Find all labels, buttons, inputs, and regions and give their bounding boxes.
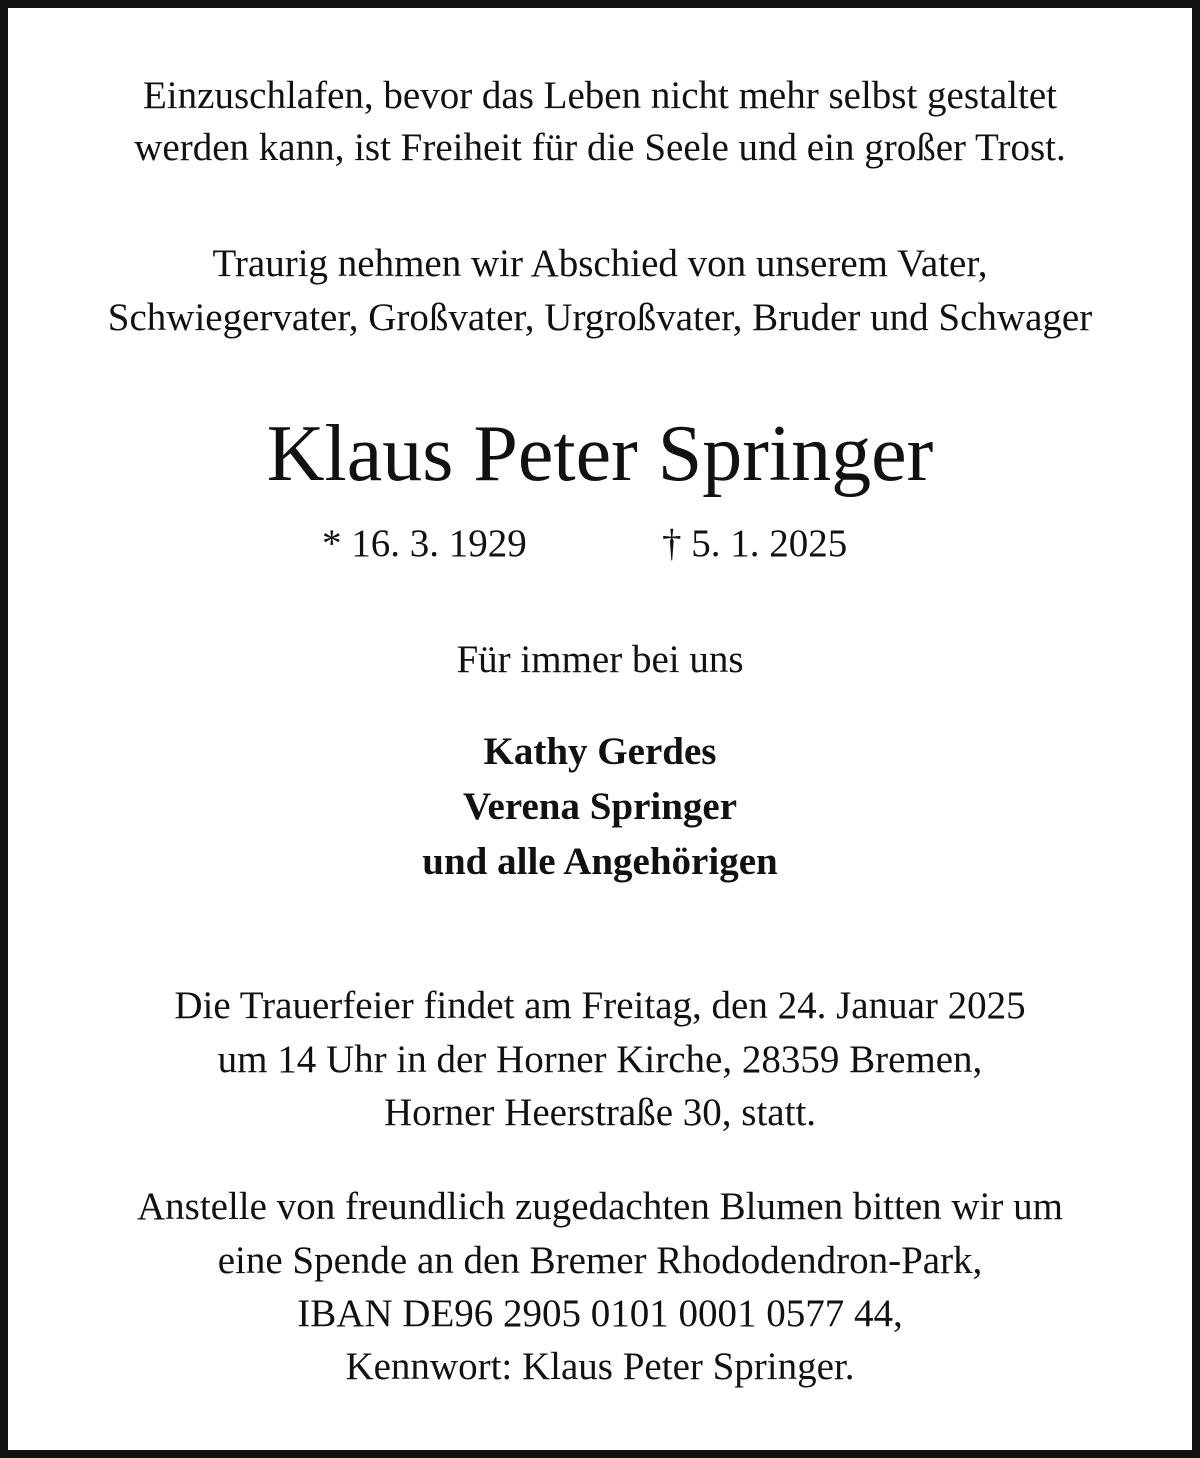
intro-line-1: Traurig nehmen wir Abschied von unserem Vater, (212, 242, 988, 285)
deceased-name: Klaus Peter Springer (266, 410, 934, 498)
service-line-1: Die Trauerfeier findet am Freitag, den 24. Januar 2025 (174, 984, 1026, 1027)
service-line-3: Horner Heerstraße 30, statt. (383, 1091, 817, 1134)
birth-date: * 16. 3. 1929 (322, 522, 527, 565)
motto-line-1: Einzuschlafen, bevor das Leben nicht mehr selbst gestaltet (142, 74, 1058, 117)
farewell-line: Für immer bei uns (456, 638, 744, 681)
donation-line-1: Anstelle von freundlich zugedachten Blumen bitten wir um (136, 1185, 1063, 1228)
mourner-name: und alle Angehörigen (422, 840, 778, 883)
mourner-name: Kathy Gerdes (483, 730, 717, 773)
donation-line-2: eine Spende an den Bremer Rhododendron-Park, (217, 1239, 983, 1282)
mourner-name: Verena Springer (462, 785, 738, 828)
motto-line-2: werden kann, ist Freiheit für die Seele und ein großer Trost. (134, 126, 1066, 169)
donation-iban: IBAN DE96 2905 0101 0001 0577 44, (297, 1292, 903, 1335)
service-line-2: um 14 Uhr in der Horner Kirche, 28359 Bremen, (217, 1038, 983, 1081)
death-date: † 5. 1. 2025 (662, 522, 848, 565)
life-dates (0, 520, 1200, 568)
donation-keyword: Kennwort: Klaus Peter Springer. (345, 1345, 855, 1388)
intro-line-2: Schwiegervater, Großvater, Urgroßvater, Bruder und Schwager (107, 296, 1093, 339)
